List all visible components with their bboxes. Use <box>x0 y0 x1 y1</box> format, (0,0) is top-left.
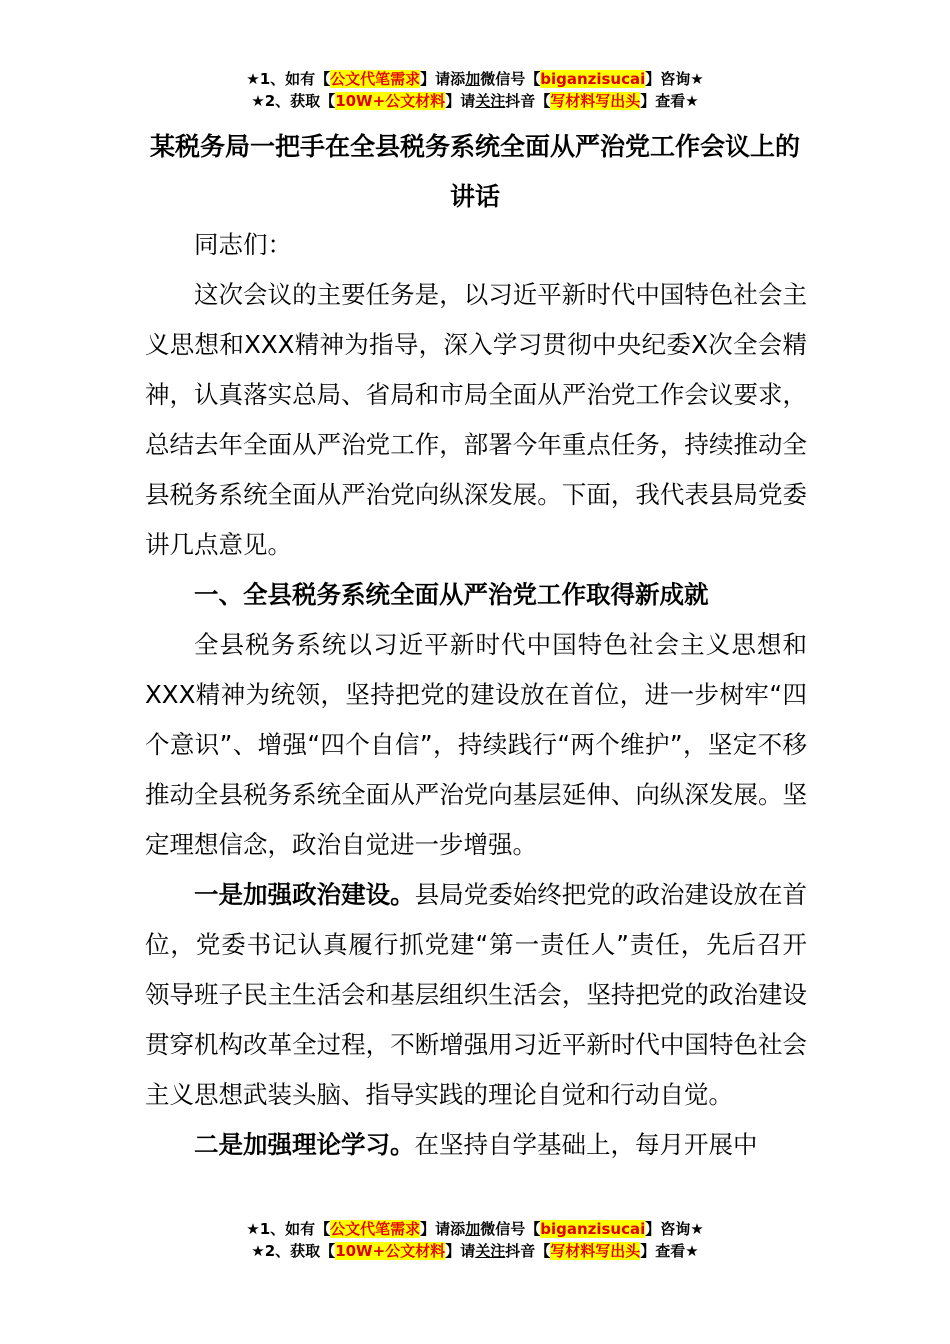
promo-text: 】请 <box>445 92 476 110</box>
promo-underlined: 加 <box>465 1220 481 1238</box>
paragraph-achievements: 全县税务系统以习近平新时代中国特色社会主义思想和XXX精神为统领，坚持把党的建设放在首位，进一步树牢“四个意识”、增强“四个自信”，持续践行“两个维护”，坚定不移推动全县税务系统全面从严治党向基层延伸、向纵深发展。坚定理想信念，政治自觉进一步增强。 <box>145 630 807 859</box>
promo-underlined: 关注 <box>475 92 506 110</box>
douyin-id-highlight: 写材料写出头 <box>550 1242 641 1260</box>
promo-highlight: 公文代笔需求 <box>330 1220 421 1238</box>
paragraph-theory-study <box>145 1120 807 1170</box>
promo-highlight: 10W+公文材料 <box>335 1242 446 1260</box>
douyin-id-highlight: 写材料写出头 <box>550 92 641 110</box>
promo-banner-bottom <box>0 1218 950 1262</box>
promo-banner-top <box>0 68 950 112</box>
promo-line-1 <box>0 1218 950 1240</box>
paragraph-political-building <box>145 870 807 1120</box>
section-heading-1: 一、全县税务系统全面从严治党工作取得新成就 <box>194 580 709 609</box>
wechat-id-highlight: biganzisucai <box>540 1220 646 1238</box>
promo-highlight: 10W+公文材料 <box>335 92 446 110</box>
promo-text: 】咨询★ <box>645 70 704 88</box>
document-body <box>145 220 807 1170</box>
promo-text: ★2、获取【 <box>251 92 336 110</box>
promo-text: 微信号【 <box>480 70 541 88</box>
promo-underlined: 关注 <box>475 1242 506 1260</box>
promo-text: 】查看★ <box>640 1242 699 1260</box>
paragraph-text: 在坚持自学基础上，每月开展中 <box>414 1130 758 1159</box>
promo-text: 抖音【 <box>505 92 551 110</box>
paragraph-text: 县局党委始终把党的政治建设放在首位，党委书记认真履行抓党建“第一责任人”责任，先后召开领导班子民主生活会和基层组织生活会，坚持把党的政治建设贯穿机构改革全过程，不断增强用习近平新时代中国特色社会主义思想武装头脑、指导实践的理论自觉和行动自觉。 <box>145 880 807 1109</box>
document-title: 某税务局一把手在全县税务系统全面从严治党工作会议上的讲话 <box>149 132 800 211</box>
salutation: 同志们： <box>194 230 292 259</box>
promo-text: 】咨询★ <box>645 1220 704 1238</box>
wechat-id-highlight: biganzisucai <box>540 70 646 88</box>
promo-text: 】请 <box>445 1242 476 1260</box>
promo-line-2 <box>0 90 950 112</box>
promo-underlined: 加 <box>465 70 481 88</box>
promo-text: 】请添 <box>420 70 466 88</box>
promo-text: ★2、获取【 <box>251 1242 336 1260</box>
promo-text: 微信号【 <box>480 1220 541 1238</box>
promo-text: 】请添 <box>420 1220 466 1238</box>
promo-highlight: 公文代笔需求 <box>330 70 421 88</box>
promo-line-2 <box>0 1240 950 1262</box>
paragraph-lead: 一是加强政治建设。 <box>194 880 415 909</box>
promo-line-1 <box>0 68 950 90</box>
paragraph-lead: 二是加强理论学习。 <box>194 1130 415 1159</box>
promo-text: 】查看★ <box>640 92 699 110</box>
paragraph-intro: 这次会议的主要任务是，以习近平新时代中国特色社会主义思想和XXX精神为指导，深入学习贯彻中央纪委X次全会精神，认真落实总局、省局和市局全面从严治党工作会议要求，总结去年全面从严治党工作，部署今年重点任务，持续推动全县税务系统全面从严治党向纵深发展。下面，我代表县局党委讲几点意见。 <box>145 280 807 559</box>
promo-text: ★1、如有【 <box>246 1220 331 1238</box>
promo-text: 抖音【 <box>505 1242 551 1260</box>
promo-text: ★1、如有【 <box>246 70 331 88</box>
